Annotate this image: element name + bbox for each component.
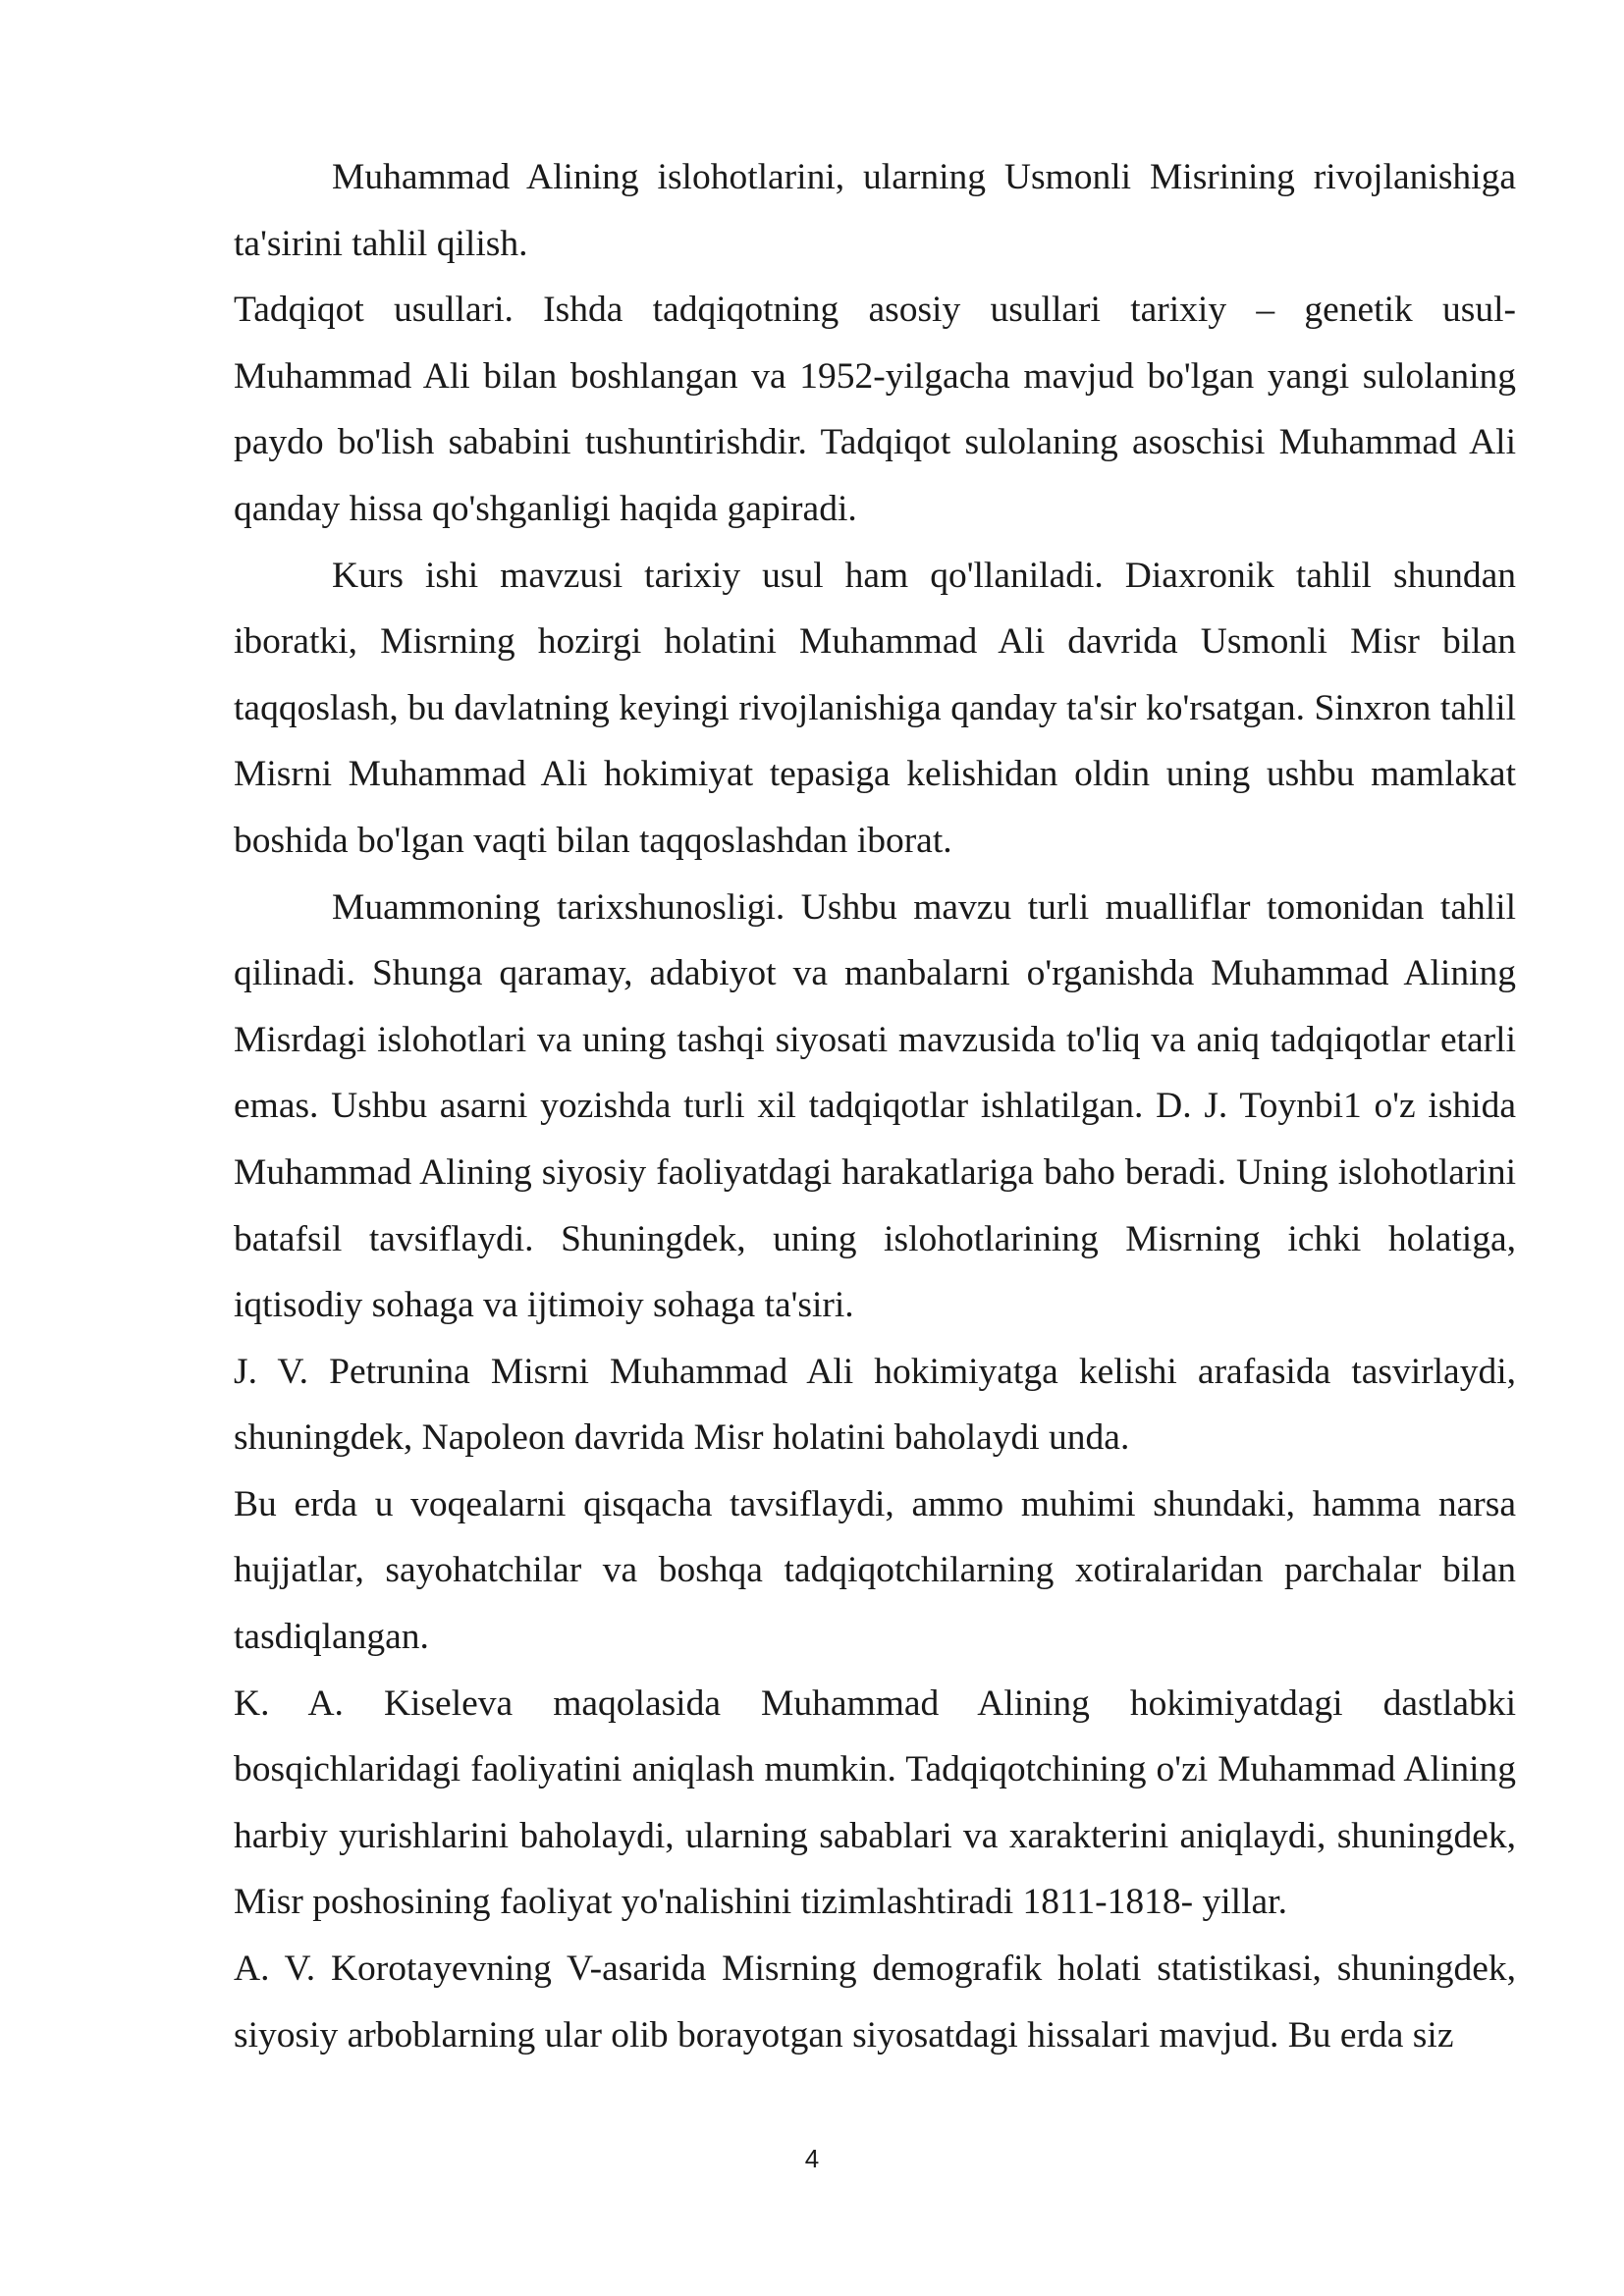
paragraph-research-methods: Tadqiqot usullari. Ishda tadqiqotning asosiy usullari tarixiy – genetik usul- Muhammad Ali bilan boshlangan va 1952-yilgacha mavjud bo'lgan yangi sulolaning paydo bo'lish sababini tushuntirishdir. Tadqiqot sulolaning asoschisi Muhammad Ali qanday hissa qo'shganligi haqida gapiradi. bbox=[234, 290, 1516, 529]
paragraph-objective: Muhammad Alining islohotlarini, ularning Usmonli Misrining rivojlanishiga ta'sirini tahlil qilish. bbox=[234, 157, 1516, 264]
body-text bbox=[234, 144, 1516, 2068]
paragraph-korotayev: A. V. Korotayevning V-asarida Misrning demografik holati statistikasi, shuningdek, siyosiy arboblarning ular olib borayotgan siyosatdagi hissalari mavjud. Bu erda siz bbox=[234, 1949, 1516, 2056]
paragraph-historiography: Muammoning tarixshunosligi. Ushbu mavzu turli mualliflar tomonidan tahlil qilinadi. Shunga qaramay, adabiyot va manbalarni o'rganishda Muhammad Alining Misrdagi islohotlari va uning tashqi siyosati mavzusida to'liq va aniq tadqiqotlar etarli emas. Ushbu asarni yozishda turli xil tadqiqotlar ishlatilgan. D. J. Toynbi1 o'z ishida Muhammad Alining siyosiy faoliyatdagi harakatlariga baho beradi. Uning islohotlarini batafsil tavsiflaydi. Shuningdek, uning islohotlarining Misrning ichki holatiga, iqtisodiy sohaga va ijtimoiy sohaga ta'siri. bbox=[234, 886, 1516, 1326]
paragraph-historical-method: Kurs ishi mavzusi tarixiy usul ham qo'llaniladi. Diaxronik tahlil shundan iboratki, Misrning hozirgi holatini Muhammad Ali davrida Usmonli Misr bilan taqqoslash, bu davlatning keyingi rivojlanishiga qanday ta'sir ko'rsatgan. Sinxron tahlil Misrni Muhammad Ali hokimiyat tepasiga kelishidan oldin uning ushbu mamlakat boshida bo'lgan vaqti bilan taqqoslashdan iborat. bbox=[234, 555, 1516, 861]
page-number: 4 bbox=[804, 2144, 820, 2173]
paragraph-kiseleva: K. A. Kiseleva maqolasida Muhammad Alining hokimiyatdagi dastlabki bosqichlaridagi faoliyatini aniqlash mumkin. Tadqiqotchining o'zi Muhammad Alining harbiy yurishlarini baholaydi, ularning sabablari va xarakterini aniqlaydi, shuningdek, Misr poshosining faoliyat yo'nalishini tizimlashtiradi 1811-1818- yillar. bbox=[234, 1682, 1516, 1923]
paragraph-petrunina: J. V. Petrunina Misrni Muhammad Ali hokimiyatga kelishi arafasida tasvirlaydi, shuningdek, Napoleon davrida Misr holatini baholaydi unda. bbox=[234, 1351, 1516, 1459]
paragraph-events-summary: Bu erda u voqealarni qisqacha tavsiflaydi, ammo muhimi shundaki, hamma narsa hujjatlar, sayohatchilar va boshqa tadqiqotchilarning xotiralaridan parchalar bilan tasdiqlangan. bbox=[234, 1483, 1516, 1658]
